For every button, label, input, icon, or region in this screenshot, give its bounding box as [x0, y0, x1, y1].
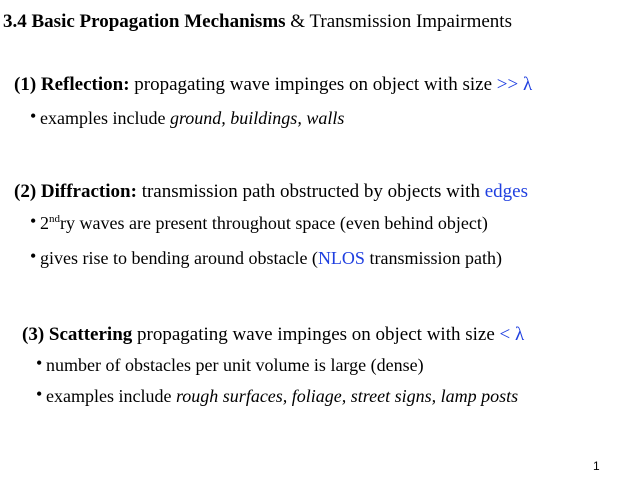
diffraction-bullet-1-pre: 2 [40, 213, 49, 233]
diffraction-highlight: edges [484, 181, 528, 202]
reflection-symbol: >> λ [496, 74, 533, 95]
scattering-bullet-1-text: number of obstacles per unit volume is large (dense) [46, 355, 424, 375]
diffraction-bullet-2-pre: gives rise to bending around obstacle ( [40, 248, 318, 268]
scattering-heading-line [22, 325, 524, 344]
bullet-icon: • [30, 106, 37, 126]
bullet-icon: • [36, 353, 43, 373]
reflection-text: propagating wave impinges on object with size [129, 74, 497, 95]
bullet-icon: • [30, 246, 37, 266]
reflection-heading: (1) Reflection: [14, 74, 130, 95]
reflection-bullet-1-prefix: examples include [40, 108, 170, 128]
diffraction-bullet-1 [30, 211, 488, 233]
diffraction-bullet-1-sup: nd [49, 213, 60, 225]
reflection-heading-line [14, 75, 532, 94]
diffraction-heading-line [14, 182, 528, 201]
scattering-bullet-2-examples: rough surfaces, foliage, street signs, lamp posts [175, 386, 519, 406]
diffraction-bullet-2-post: transmission path) [364, 248, 502, 268]
slide-title-bold: 3.4 Basic Propagation Mechanisms [3, 11, 286, 32]
diffraction-bullet-2-highlight: NLOS [317, 248, 365, 268]
scattering-bullet-1 [36, 353, 424, 375]
reflection-bullet-1-examples: ground, buildings, walls [169, 108, 345, 128]
bullet-icon: • [36, 384, 43, 404]
scattering-bullet-2 [36, 384, 519, 406]
diffraction-bullet-1-post: ry waves are present throughout space (even behind object) [60, 213, 488, 233]
slide-title [3, 12, 512, 31]
diffraction-text: transmission path obstructed by objects with [136, 181, 485, 202]
reflection-bullet-1 [30, 106, 345, 128]
scattering-heading: (3) Scattering [22, 324, 133, 345]
page-number: 1 [593, 459, 600, 473]
diffraction-heading: (2) Diffraction: [14, 181, 137, 202]
scattering-symbol: < λ [499, 324, 525, 345]
diffraction-bullet-2 [30, 246, 502, 268]
slide-title-rest: & Transmission Impairments [285, 11, 512, 32]
bullet-icon: • [30, 211, 37, 231]
scattering-bullet-2-prefix: examples include [46, 386, 176, 406]
scattering-text: propagating wave impinges on object with size [132, 324, 500, 345]
